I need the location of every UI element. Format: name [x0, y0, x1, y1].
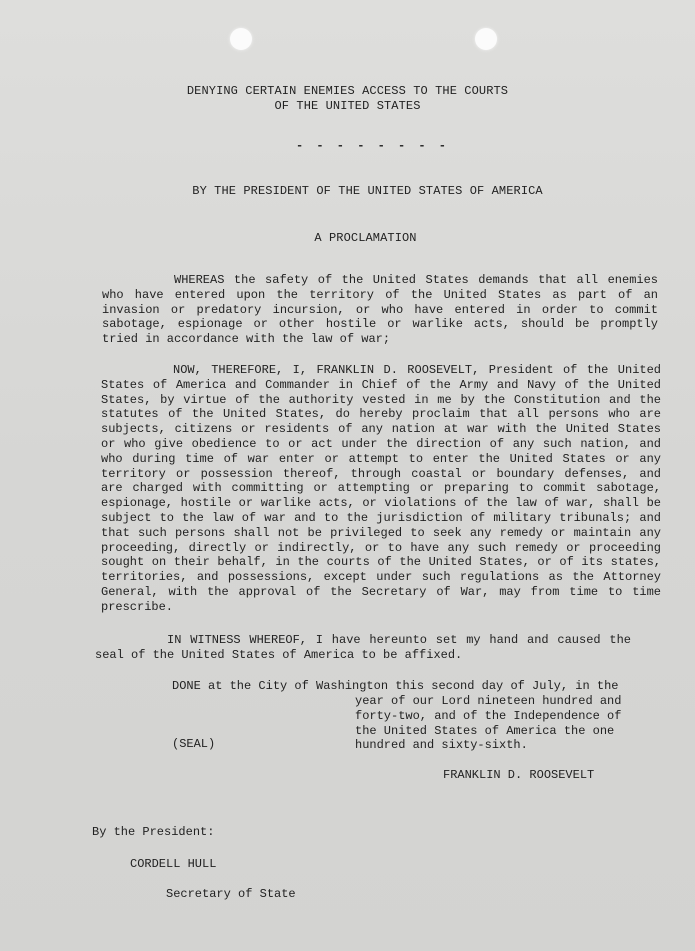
separator-dashes: - - - - - - - -	[295, 139, 450, 153]
countersign-name: CORDELL HULL	[130, 857, 217, 871]
president-signature: FRANKLIN D. ROOSEVELT	[443, 768, 595, 782]
whereas-paragraph: WHEREAS the safety of the United States demands that all enemies who have entered upon the territory of the United States as part of an invasion or predatory incursion, or who have entered in order to commit sabotage, espionage or other hostile or warlike acts, should be promptly tried in accordance with the law of war;	[102, 273, 658, 347]
punch-hole	[475, 28, 497, 50]
witness-paragraph: IN WITNESS WHEREOF, I have hereunto set my hand and caused the seal of the United States of America to be affixed.	[95, 633, 631, 662]
byline: BY THE PRESIDENT OF THE UNITED STATES OF AMERICA	[192, 184, 543, 198]
done-at-continuation: year of our Lord nineteen hundred and forty-two, and of the Independence of the United States of America the one hundred and sixty-sixth.	[355, 694, 622, 753]
document-title-line2: OF THE UNITED STATES	[274, 99, 421, 113]
document-title-line1: DENYING CERTAIN ENEMIES ACCESS TO THE COURTS	[186, 84, 509, 98]
done-at-line: DONE at the City of Washington this second day of July, in the	[172, 679, 619, 693]
countersign-title: Secretary of State	[166, 887, 296, 901]
punch-hole	[230, 28, 252, 50]
by-the-president: By the President:	[92, 825, 215, 839]
proclamation-heading: A PROCLAMATION	[314, 231, 417, 245]
proclamation-paragraph: NOW, THEREFORE, I, FRANKLIN D. ROOSEVELT, President of the United States of America and Commander in Chief of the Army and Navy of the United States, by virtue of the authority vested in me by the Constitution and the statutes of the United States, do hereby proclaim that all persons who are subjects, citizens or residents of any nation at war with the United States or who give obedience to or act under the direction of any such nation, and who during time of war enter or attempt to enter the United States or any territory or possession thereof, through coastal or boundary defenses, and are charged with committing or attempting or preparing to commit sabotage, espionage, hostile or warlike acts, or violations of the law of war, shall be subject to the law of war and to the jurisdiction of military tribunals; and that such persons shall not be privileged to seek any remedy or maintain any proceeding, directly or indirectly, or to have any such remedy or proceeding sought on their behalf, in the courts of the United States, or of its states, territories, and possessions, except under such regulations as the Attorney General, with the approval of the Secretary of War, may from time to time prescribe.	[101, 363, 661, 614]
seal-label: (SEAL)	[172, 737, 216, 751]
